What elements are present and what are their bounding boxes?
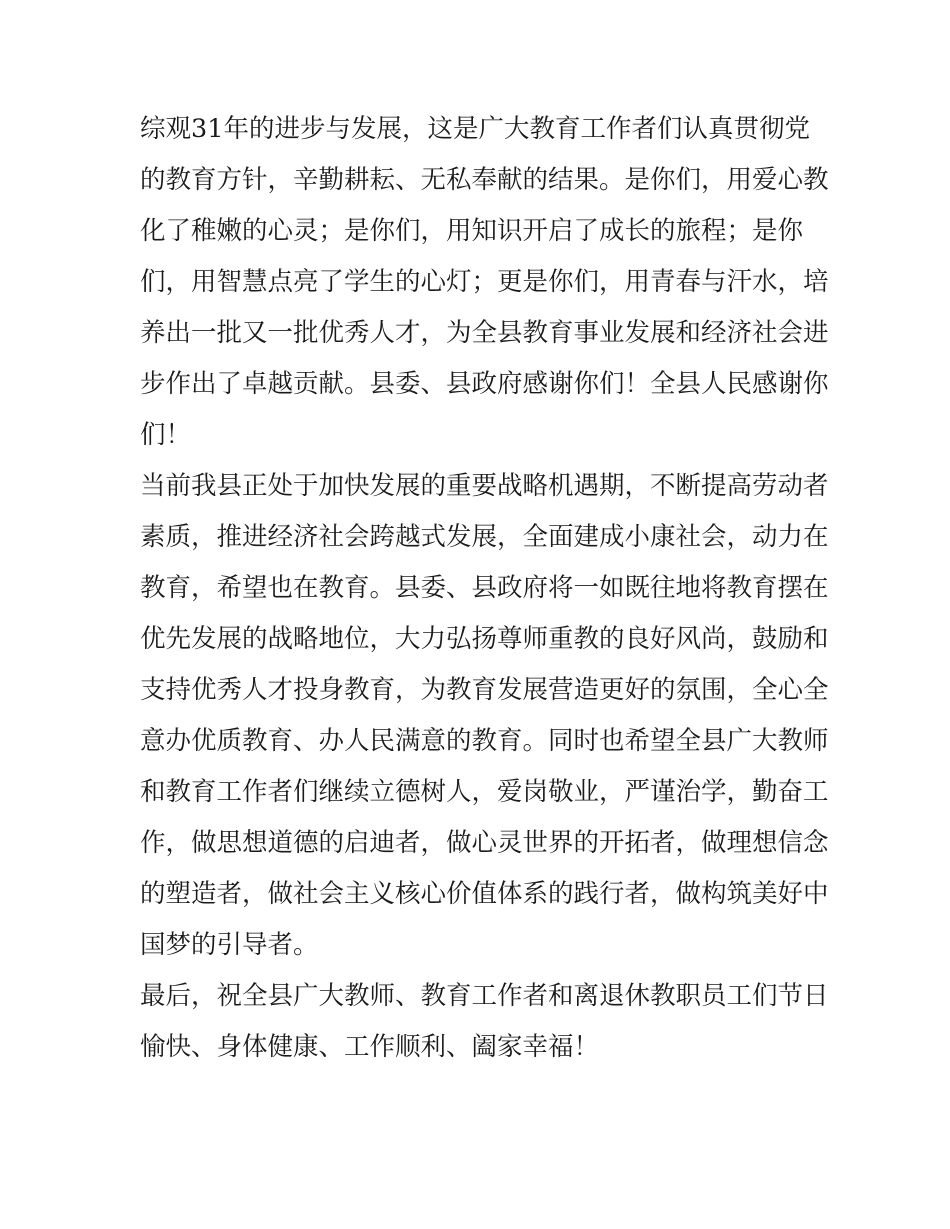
text-line: 素质，推进经济社会跨越式发展，全面建成小康社会，动力在 (140, 522, 829, 552)
paragraph-closing (140, 971, 829, 1073)
text-line: 优先发展的战略地位，大力弘扬尊师重教的良好风尚，鼓励和 (140, 624, 829, 654)
text-line: 们，用智慧点亮了学生的心灯；更是你们，用青春与汗水，培 (140, 267, 829, 297)
text-line: 和教育工作者们继续立德树人，爱岗敬业，严谨治学，勤奋工 (140, 777, 829, 807)
text-line: 的塑造者，做社会主义核心价值体系的践行者，做构筑美好中 (140, 879, 829, 909)
text-line: 当前我县正处于加快发展的重要战略机遇期，不断提高劳动者 (140, 471, 829, 501)
text-line: 最后，祝全县广大教师、教育工作者和离退休教职员工们节日 (140, 981, 829, 1011)
text-line: 们！ (140, 420, 192, 450)
text-line: 的教育方针，辛勤耕耘、无私奉献的结果。是你们，用爱心教 (140, 165, 829, 195)
text-line: 综观31年的进步与发展，这是广大教育工作者们认真贯彻党 (140, 114, 810, 144)
text-line: 教育，希望也在教育。县委、县政府将一如既往地将教育摆在 (140, 573, 829, 603)
text-line: 步作出了卓越贡献。县委、县政府感谢你们！全县人民感谢你 (140, 369, 829, 399)
text-line: 国梦的引导者。 (140, 930, 319, 960)
text-line: 养出一批又一批优秀人才，为全县教育事业发展和经济社会进 (140, 318, 829, 348)
document-body (140, 104, 829, 1073)
text-line: 支持优秀人才投身教育，为教育发展营造更好的氛围，全心全 (140, 675, 829, 705)
paragraph-development (140, 461, 829, 971)
text-line: 化了稚嫩的心灵；是你们，用知识开启了成长的旅程；是你 (140, 216, 804, 246)
paragraph-progress (140, 104, 829, 461)
text-line: 作，做思想道德的启迪者，做心灵世界的开拓者，做理想信念 (140, 828, 829, 858)
text-line: 意办优质教育、办人民满意的教育。同时也希望全县广大教师 (140, 726, 829, 756)
text-line: 愉快、身体健康、工作顺利、阖家幸福！ (140, 1032, 600, 1062)
